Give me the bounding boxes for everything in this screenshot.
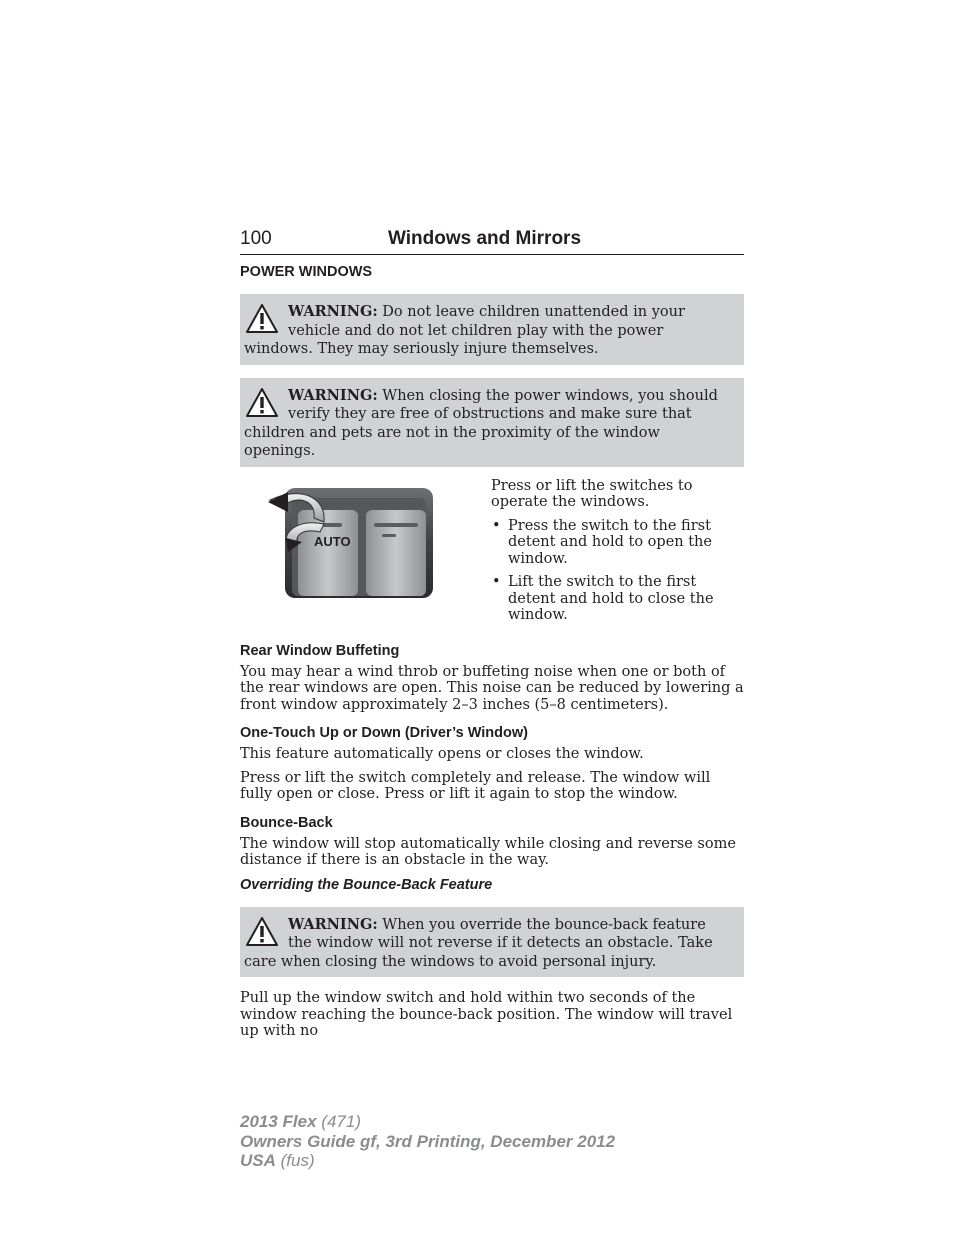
chapter-title: Windows and Mirrors: [388, 228, 582, 249]
warning-label: WARNING:: [288, 303, 378, 320]
warning-text: When closing the power windows, you should verify they are free of obstructions and make sure that children and pets are not in the proximity of the window openings.: [244, 387, 718, 459]
footer-guide: Owners Guide gf, 3rd Printing, December 2012: [240, 1131, 616, 1151]
page-content: [240, 228, 744, 1047]
list-item: • Lift the switch to the first detent and hold to close the window.: [491, 574, 744, 624]
warning-box: [240, 907, 744, 978]
one-touch-text-2: Press or lift the switch completely and release. The window will fully open or close. Press or lift it again to stop the window.: [240, 769, 711, 802]
switch-instructions: [491, 478, 744, 631]
footer-model: 2013 Flex: [240, 1112, 317, 1131]
window-switch-illustration: [240, 478, 491, 600]
page-number: 100: [240, 228, 272, 249]
section-title: POWER WINDOWS: [240, 264, 373, 280]
warning-triangle-icon: [245, 387, 279, 419]
override-title: Overriding the Bounce-Back Feature: [240, 876, 493, 893]
override-instructions: Pull up the window switch and hold within two seconds of the window reaching the bounce-back position. The window will travel up with no: [240, 990, 733, 1039]
footer-region-code: (fus): [280, 1151, 315, 1170]
warning-triangle-icon: [245, 916, 279, 948]
list-item: • Press the switch to the first detent and hold to open the window.: [491, 518, 744, 568]
page-footer: [240, 1112, 615, 1171]
bounce-back-text: The window will stop automatically while closing and reverse some distance if there is an obstacle in the way.: [240, 835, 736, 868]
warning-label: WARNING:: [288, 386, 378, 404]
footer-region: USA: [240, 1151, 276, 1170]
instruction-list: [491, 518, 744, 624]
power-window-figure-row: [240, 478, 744, 631]
bounce-back-title: Bounce-Back: [240, 814, 333, 831]
rear-buffeting-title: Rear Window Buffeting: [240, 642, 400, 659]
one-touch-text-1: This feature automatically opens or closes the window.: [240, 746, 644, 762]
footer-model-code: (471): [321, 1112, 361, 1131]
auto-label: AUTO: [314, 533, 351, 549]
one-touch-title: One-Touch Up or Down (Driver’s Window): [240, 725, 528, 741]
warning-label: WARNING:: [288, 915, 378, 933]
intro-text: Press or lift the switches to operate the windows.: [491, 477, 693, 510]
warning-text: When you override the bounce-back feature the window will not reverse if it detects an obstacle. Take care when closing the windows to avoid personal injury.: [244, 916, 713, 970]
page-header: [240, 228, 744, 255]
rear-buffeting-text: You may hear a wind throb or buffeting noise when one or both of the rear windows are open. This noise can be reduced by lowering a front window approximately 2–3 inches (5–8 centimeters).: [240, 663, 744, 713]
warning-triangle-icon: [245, 303, 279, 335]
warning-text: Do not leave children unattended in your vehicle and do not let children play with the power windows. They may seriously injure themselves.: [244, 304, 685, 357]
warning-box: [240, 378, 744, 467]
warning-box: [240, 294, 744, 365]
